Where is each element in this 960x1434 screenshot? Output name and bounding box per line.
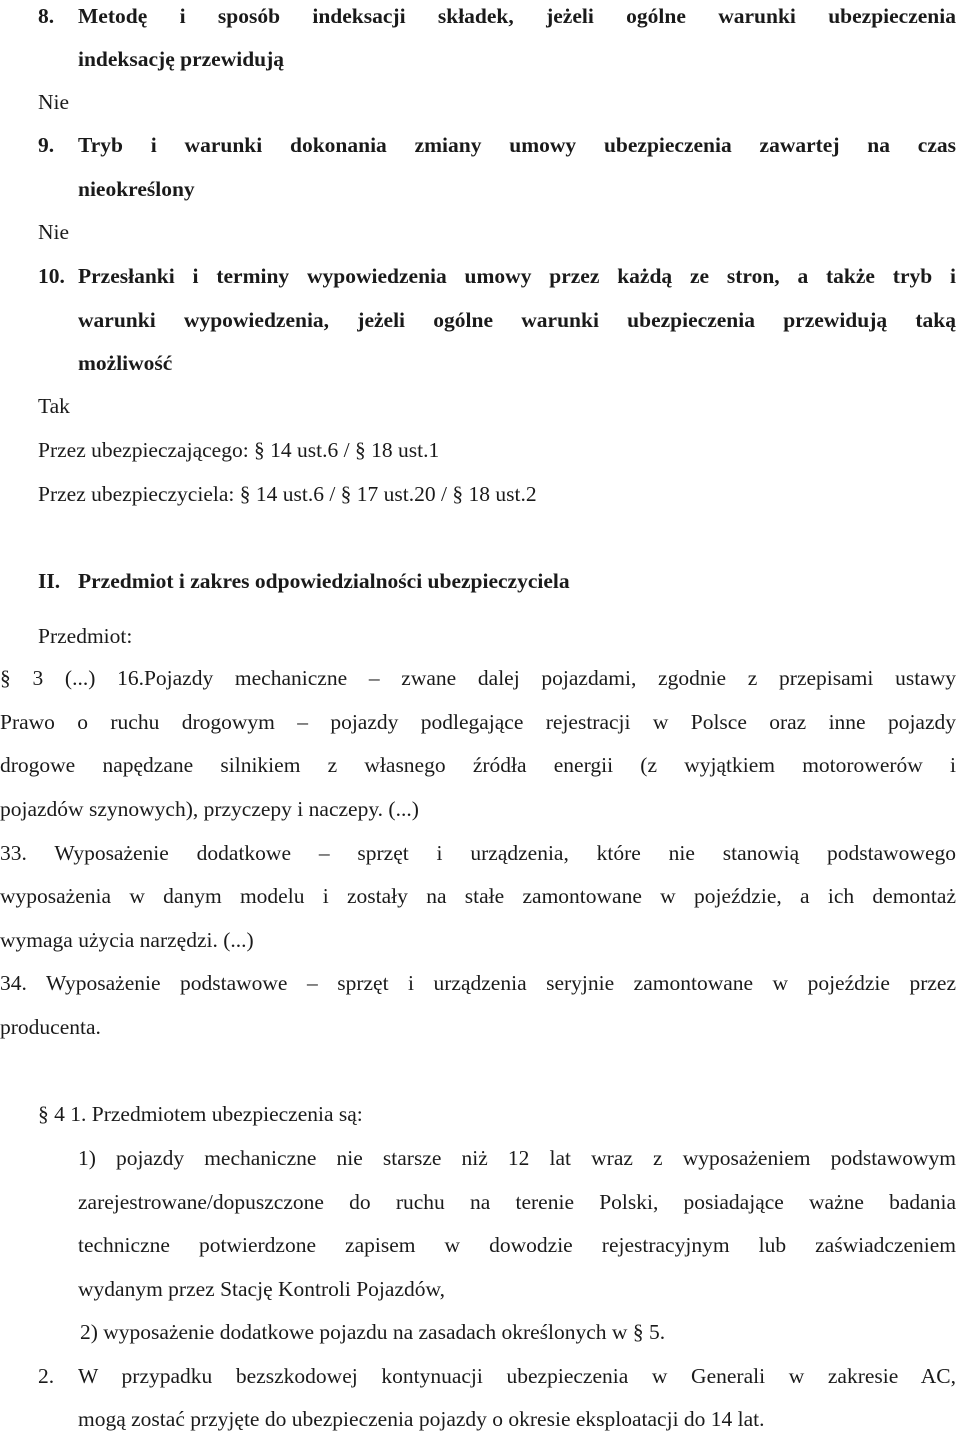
definition-33-line-2: wyposażenia w danym modelu i zostały na stałe zamontowane w pojeździe, a ich demontaż	[0, 884, 956, 908]
definition-16-line-4: pojazdów szynowych), przyczepy i naczepy. (...)	[0, 797, 419, 821]
section-number: II.	[38, 569, 61, 593]
item-8-line-1	[0, 2, 958, 30]
definition-33-line-3: wymaga użycia narzędzi. (...)	[0, 928, 254, 952]
section-title: Przedmiot i zakres odpowiedzialności ubezpieczyciela	[78, 569, 570, 593]
point-1-line-2: zarejestrowane/dopuszczone do ruchu na terenie Polski, posiadające ważne badania	[78, 1190, 956, 1214]
point-1-line-3: techniczne potwierdzone zapisem w dowodzie rejestracyjnym lub zaświadczeniem	[78, 1233, 956, 1257]
definition-33-line-1: 33. Wyposażenie dodatkowe – sprzęt i urządzenia, które nie stanowią podstawowego	[0, 841, 956, 865]
definition-16-line-1: § 3 (...) 16.Pojazdy mechaniczne – zwane dalej pojazdami, zgodnie z przepisami ustawy	[0, 666, 956, 690]
paragraph-4-heading: § 4 1. Przedmiotem ubezpieczenia są:	[38, 1102, 363, 1126]
item-10-line-3: możliwość	[78, 351, 173, 375]
definition-34-line-2: producenta.	[0, 1015, 101, 1039]
item-10-text-2: warunki wypowiedzenia, jeżeli ogólne warunki ubezpieczenia przewidują taką	[78, 308, 956, 332]
item-8-line-2: indeksację przewidują	[78, 47, 285, 71]
item-9-answer: Nie	[38, 220, 70, 244]
item-10-detail-2: Przez ubezpieczyciela: § 14 ust.6 / § 17 ust.20 / § 18 ust.2	[38, 482, 537, 506]
item-9-line-1	[0, 131, 958, 159]
definition-16-line-2: Prawo o ruchu drogowym – pojazdy podlegające rejestracji w Polsce oraz inne pojazdy	[0, 710, 956, 734]
item-10-text-1: Przesłanki i terminy wypowiedzenia umowy przez każdą ze stron, a także tryb i	[78, 264, 956, 288]
item-10-number: 10.	[38, 264, 65, 288]
point-2: 2) wyposażenie dodatkowe pojazdu na zasadach określonych w § 5.	[80, 1320, 666, 1344]
item-9-number: 9.	[38, 133, 55, 157]
item-9-line-2: nieokreślony	[78, 177, 195, 201]
section-heading	[0, 567, 958, 595]
item-10-line-1	[0, 262, 958, 290]
subject-label: Przedmiot:	[38, 624, 133, 648]
item-9-text-1: Tryb i warunki dokonania zmiany umowy ubezpieczenia zawartej na czas	[78, 133, 956, 157]
point-1-line-1: 1) pojazdy mechaniczne nie starsze niż 12 lat wraz z wyposażeniem podstawowym	[78, 1146, 956, 1170]
item-8-answer: Nie	[38, 90, 70, 114]
definition-34-line-1: 34. Wyposażenie podstawowe – sprzęt i urządzenia seryjnie zamontowane w pojeździe przez	[0, 971, 956, 995]
item-10-detail-1: Przez ubezpieczającego: § 14 ust.6 / § 18 ust.1	[38, 438, 440, 462]
point-1-line-4: wydanym przez Stację Kontroli Pojazdów,	[78, 1277, 445, 1301]
item-10-answer: Tak	[38, 394, 70, 418]
item-2-line-2: mogą zostać przyjęte do ubezpieczenia pojazdy o okresie eksploatacji do 14 lat.	[78, 1407, 765, 1431]
item-10-line-2	[0, 306, 958, 334]
item-8-text-1: Metodę i sposób indeksacji składek, jeżeli ogólne warunki ubezpieczenia	[78, 4, 956, 28]
item-8-number: 8.	[38, 4, 55, 28]
definition-16-line-3: drogowe napędzane silnikiem z własnego źródła energii (z wyjątkiem motorowerów i	[0, 753, 956, 777]
item-2-number: 2.	[38, 1364, 55, 1388]
item-2-line-1: 2. W przypadku bezszkodowej kontynuacji ubezpieczenia w Generali w zakresie AC,	[38, 1364, 956, 1388]
